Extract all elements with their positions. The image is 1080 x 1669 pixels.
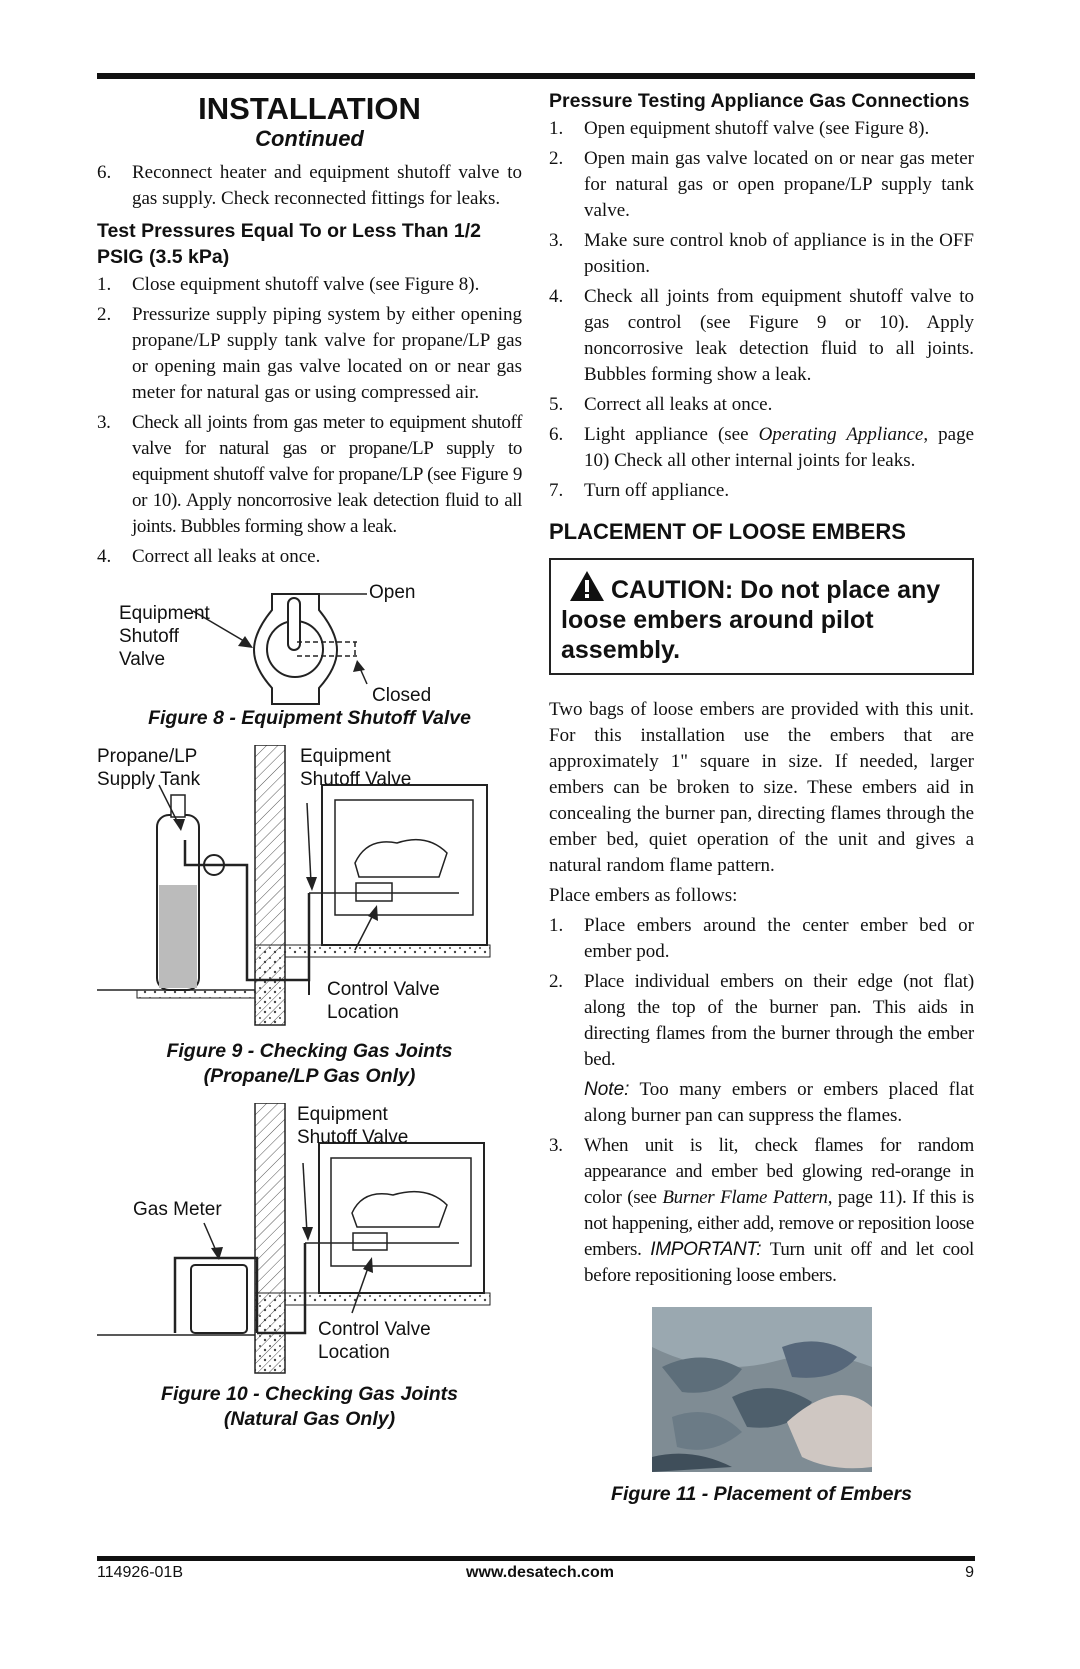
figure-8 <box>97 576 522 708</box>
bottom-rule <box>97 1556 975 1561</box>
page-title: INSTALLATION <box>198 91 421 126</box>
test-pressures-list <box>97 272 522 570</box>
section-heading-pressure-testing: Pressure Testing Appliance Gas Connections <box>549 90 970 112</box>
list-item: 3. Check all joints from gas meter to equipment shutoff valve for natural gas or propane/LP supply to equipment shutoff valve for propane/LP (see Figure 9 or 10). Apply noncorrosive leak detection fluid to all joints. Bubbles forming show a leak. <box>97 412 522 537</box>
fig9-tank-label: Propane/LP Supply Tank <box>97 746 201 790</box>
list-item: 3. Make sure control knob of appliance is in the OFF position. <box>549 230 974 277</box>
list-item: 2. Pressurize supply piping system by either opening propane/LP supply tank valve for propane/LP gas or opening main gas valve located on or near gas meter for natural gas or using compressed air. <box>97 304 522 403</box>
list-item: 4. Check all joints from equipment shutoff valve to gas control (see Figure 9 or 10). Apply noncorrosive leak detection fluid to all joints. Bubbles forming show a leak. <box>549 286 974 385</box>
embers-photo <box>652 1307 872 1472</box>
footer-doc-number: 114926-01B <box>97 1564 183 1581</box>
figure-9-caption-line2: (Propane/LP Gas Only) <box>203 1065 416 1087</box>
top-rule <box>97 73 975 79</box>
fig10-control-label: Control Valve Location <box>318 1319 431 1363</box>
list-item: 1. Close equipment shutoff valve (see Figure 8). <box>97 274 480 295</box>
figure-10-caption-line2: (Natural Gas Only) <box>223 1408 396 1430</box>
embers-photo-image <box>652 1307 872 1472</box>
place-embers-intro: Place embers as follows: <box>549 885 738 906</box>
pressure-testing-list <box>549 116 974 504</box>
section-heading-loose-embers: PLACEMENT OF LOOSE EMBERS <box>549 519 906 544</box>
list-item: 5. Correct all leaks at once. <box>549 394 773 415</box>
section-heading-test-pressures: Test Pressures Equal To or Less Than 1/2 PSIG (3.5 kPa) <box>97 220 481 268</box>
list-item: 1. Open equipment shutoff valve (see Figure 8). <box>549 118 930 139</box>
right-column <box>549 88 974 1507</box>
list-item: 2. Open main gas valve located on or near gas meter for natural gas or open propane/LP supply tank valve. <box>549 148 974 221</box>
footer-page-number: 9 <box>965 1564 974 1581</box>
continued-list <box>97 160 522 212</box>
left-column <box>97 88 522 1432</box>
page-subtitle: Continued <box>255 126 364 151</box>
caution-box <box>549 558 974 675</box>
caution-text: CAUTION: Do not place any loose embers around pilot assembly. <box>561 576 941 664</box>
list-item: 6. Reconnect heater and equipment shutoff valve to gas supply. Check reconnected fittings for leaks. <box>97 162 522 209</box>
fig10-valve-label: Equipment Shutoff Valve <box>297 1104 409 1148</box>
figure-10-caption-line1: Figure 10 - Checking Gas Joints <box>161 1383 458 1405</box>
list-item: 1. Place embers around the center ember bed or ember pod. <box>549 915 974 962</box>
figure-11-caption: Figure 11 - Placement of Embers <box>611 1483 912 1505</box>
list-item: 6. Light appliance (see Operating Appliance, page 10) Check all other internal joints for leaks. <box>549 424 974 471</box>
figure-8-caption: Figure 8 - Equipment Shutoff Valve <box>148 707 471 729</box>
fig10-meter-label: Gas Meter <box>133 1199 222 1220</box>
fig8-closed-label: Closed <box>372 685 432 706</box>
figure-9 <box>97 745 522 1035</box>
embers-intro-paragraph: Two bags of loose embers are provided with this unit. For this installation use the embers that are approximately 1" square in size. If needed, larger embers can be broken to size. These embers aid in concealing the burner pan, directing flames through the ember bed, quiet operation of the unit and gives a natural random flame pattern. <box>549 699 974 876</box>
figure-10 <box>97 1103 522 1378</box>
fig9-control-label: Control Valve Location <box>327 979 440 1023</box>
warning-triangle-icon <box>569 570 605 602</box>
list-item: 3. When unit is lit, check flames for random appearance and ember bed glowing red-orange in color (see Burner Flame Pattern, page 11). If this is not happening, either add, remove or reposition loose embers. IMPORTANT: Turn unit off and let cool before repositioning loose embers. <box>549 1135 974 1286</box>
ember-placement-list <box>549 913 974 1073</box>
fig9-valve-label: Equipment Shutoff Valve <box>300 746 412 790</box>
list-item: 7. Turn off appliance. <box>549 480 730 501</box>
footer-website: www.desatech.com <box>466 1564 614 1581</box>
ember-placement-list-continued <box>549 1133 974 1289</box>
list-item: 2. Place individual embers on their edge (not flat) along the top of the burner pan. This aids in directing flames from the burner through the ember bed. <box>549 971 974 1070</box>
list-item: 4. Correct all leaks at once. <box>97 546 321 567</box>
fig8-open-label: Open <box>369 582 416 603</box>
figure-9-caption-line1: Figure 9 - Checking Gas Joints <box>166 1040 453 1062</box>
ember-note: Note: Too many embers or embers placed flat along burner pan can suppress the flames. <box>584 1079 974 1126</box>
fig8-valve-label: Equipment Shutoff Valve <box>119 603 210 670</box>
